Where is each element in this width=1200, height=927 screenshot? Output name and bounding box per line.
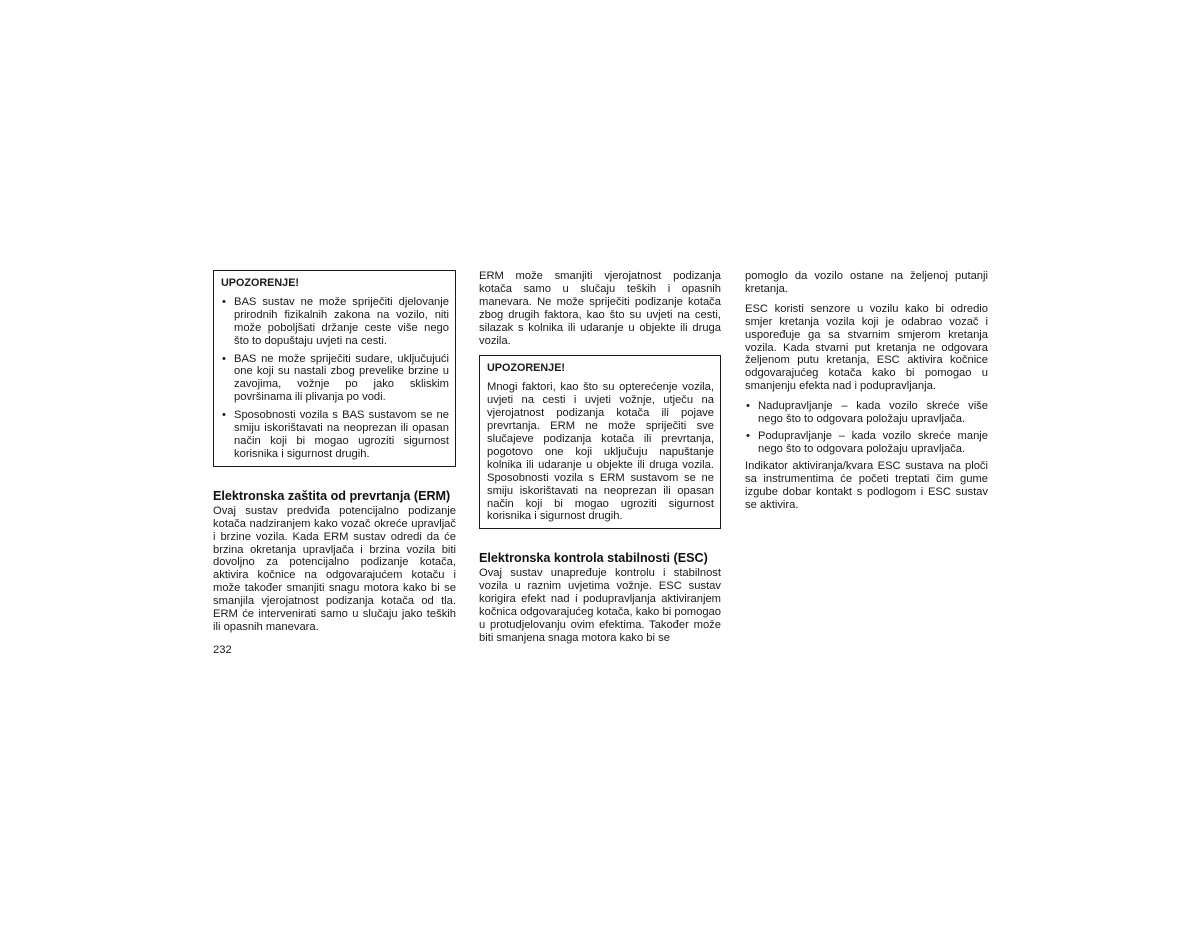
bas-warning-list [221, 296, 449, 461]
bullet-icon: • [222, 295, 226, 308]
bullet-icon: • [222, 352, 226, 365]
erm-intro-paragraph: ERM može smanjiti vjerojatnost podizanja kotača samo u slučaju teških i opasnih manevara. Ne može spriječiti podizanje kotača zbog drugih faktora, kao što su uvjeti na cesti, silazak s kolnika ili udaranje u objekte ili druga vozila. [479, 270, 721, 347]
column-left [213, 270, 456, 638]
list-item-text: BAS sustav ne može spriječiti djelovanje prirodnih fizikalnih zakona na vozilo, niti može poboljšati držanje ceste više nego što to dopuštaju uvjeti na cesti. [234, 295, 449, 347]
erm-paragraph: Ovaj sustav predviđa potencijalno podizanje kotača nadziranjem kako vozač okreće upravljač i brzine vozila. Kada ERM sustav odredi da će brzina okretanja upravljača i brzina vozila biti dovoljno za potencijalno podizanje kotača, aktivira kočnice na odgovarajućem kotaču i može također smanjiti snagu motora kako bi se smanjila vjerojatnost podizanja kotača od tla. ERM će intervenirati samo u slučaju jako teških ili opasnih manevara. [213, 504, 456, 633]
list-item-text: Podupravljanje – kada vozilo skreće manje nego što to odgovara položaju upravljača. [758, 429, 988, 455]
esc-continuation: pomoglo da vozilo ostane na željenoj putanji kretanja. [745, 270, 988, 295]
list-item-text: BAS ne može spriječiti sudare, uključujući one koji su nastali zbog prevelike brzine u zavojima, vožnje po jako skliskim površinama ili plivanja po vodi. [234, 352, 449, 404]
erm-warning-box [479, 355, 721, 529]
list-item [221, 409, 449, 461]
list-item-text: Sposobnosti vozila s BAS sustavom se ne smiju iskorištavati na neoprezan ili opasan način koji bi mogao ugroziti sigurnost korisnika i sigurnost drugih. [234, 409, 449, 460]
list-item [745, 400, 988, 426]
page-number: 232 [213, 644, 232, 656]
bullet-icon: • [746, 400, 750, 413]
esc-sensor-paragraph: ESC koristi senzore u vozilu kako bi odredio smjer kretanja vozila koji je odabrao vozač i uspoređuje ga sa stvarnim smjerom kretanja vozila. Kada stvarni put kretanja ne odgovara željenom putu kretanja, ESC aktivira kočnice odgovarajućeg kotača kako bi pomogao u smanjenju efekta nad i podupravljanja. [745, 302, 988, 393]
spacer [479, 529, 721, 551]
column-middle [479, 270, 721, 649]
bullet-icon: • [222, 409, 226, 422]
spacer [213, 467, 456, 489]
list-item-text: Nadupravljanje – kada vozilo skreće više nego što to odgovara položaju upravljača. [758, 400, 988, 426]
erm-heading: Elektronska zaštita od prevrtanja (ERM) [213, 488, 451, 503]
column-right [745, 270, 988, 515]
erm-warning-text: Mnogi faktori, kao što su opterećenje vozila, uvjeti na cesti i uvjeti vožnje, utječu na vjerojatnost podizanja kotača ili pojave prevrtanja. ERM ne može spriječiti sve slučajeve podizanja kotača ili prevrtanja, pogotovo one koji uključuju napuštanje kolnika ili udaranje u objekte ili druga vozila. Sposobnosti vozila s ERM sustavom se ne smiju iskorištavati na neoprezan ili opasan način koji bi mogao ugroziti sigurnost korisnika i sigurnost drugih. [487, 381, 714, 523]
bas-warning-box [213, 270, 456, 467]
steering-list [745, 400, 988, 456]
esc-heading: Elektronska kontrola stabilnosti (ESC) [479, 551, 708, 566]
list-item [221, 296, 449, 348]
warning-title: UPOZORENJE! [221, 277, 299, 289]
esc-paragraph: Ovaj sustav unapređuje kontrolu i stabilnost vozila u raznim uvjetima vožnje. ESC sustav korigira efekt nad i podupravljanja aktiviranjem kočnica odgovarajućeg kotača, kako bi pomogao u protudjelovanju ovim efektima. Također može biti smanjena snaga motora kako bi se [479, 567, 721, 644]
bullet-icon: • [746, 429, 750, 442]
list-item [745, 430, 988, 456]
list-item [221, 353, 449, 405]
warning-title: UPOZORENJE! [487, 362, 565, 375]
esc-indicator-paragraph: Indikator aktiviranja/kvara ESC sustava na ploči sa instrumentima će početi treptati čim gume izgube dobar kontakt s podlogom i ESC sustav se aktivira. [745, 459, 988, 511]
